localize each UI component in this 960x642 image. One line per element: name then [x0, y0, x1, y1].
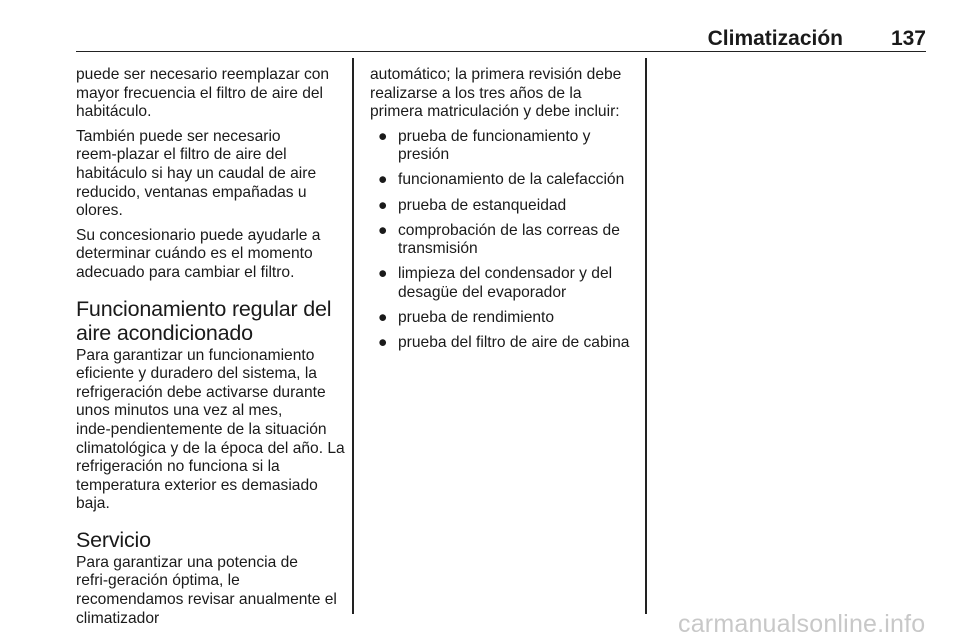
service-checklist	[370, 128, 638, 353]
bullet-icon: ●	[378, 265, 388, 283]
column-divider-2	[645, 58, 647, 614]
list-item: ● prueba del filtro de aire de cabina	[378, 334, 630, 352]
list-item: ● prueba de estanqueidad	[378, 196, 567, 214]
bullet-icon: ●	[378, 309, 388, 327]
list-item: ● funcionamiento de la calefacción	[378, 171, 625, 189]
heading-ac-regular-operation: Funcionamiento regular del aire acondicionado	[76, 296, 332, 345]
bullet-icon: ●	[378, 127, 388, 145]
page-header	[76, 26, 926, 52]
paragraph-service-cont: automático; la primera revisión debe realizarse a los tres años de la primera matriculación y debe incluir:	[370, 66, 622, 121]
watermark-link[interactable]: carmanualsonline.info	[678, 610, 926, 638]
paragraph-service: Para garantizar una potencia de refri‑geración óptima, le recomendamos revisar anualmente el climatizador	[76, 553, 337, 627]
paragraph-dealer-help: Su concesionario puede ayudarle a determinar cuándo es el momento adecuado para cambiar el filtro.	[76, 226, 321, 281]
section-title: Climatización	[707, 27, 843, 50]
column-1	[76, 66, 346, 634]
page-number: 137	[890, 27, 926, 50]
bullet-icon: ●	[378, 196, 388, 214]
column-2	[370, 66, 638, 359]
paragraph-filter-replace: También puede ser necesario reem‑plazar el filtro de aire del habitáculo si hay un caudal de aire reducido, ventanas empañadas u olores.	[76, 127, 317, 220]
bullet-icon: ●	[378, 334, 388, 352]
list-item: ● comprobación de las correas de transmisión	[378, 221, 620, 258]
heading-service: Servicio	[76, 527, 151, 552]
list-item: ● prueba de rendimiento	[378, 309, 555, 327]
column-divider-1	[352, 58, 354, 614]
paragraph-ac-operation: Para garantizar un funcionamiento eficiente y duradero del sistema, la refrigeración debe activarse durante unos minutos una vez al mes, inde‑pendientemente de la situación climatológica y de la época del año. La refrigeración no funciona si la temperatura exterior es demasiado baja.	[76, 346, 345, 513]
list-item: ● prueba de funcionamiento y presión	[378, 127, 591, 164]
paragraph-filter-frequency: puede ser necesario reemplazar con mayor frecuencia el filtro de aire del habitáculo.	[76, 66, 330, 121]
list-item: ● limpieza del condensador y del desagüe del evaporador	[378, 265, 613, 301]
bullet-icon: ●	[378, 171, 388, 189]
bullet-icon: ●	[378, 221, 388, 239]
